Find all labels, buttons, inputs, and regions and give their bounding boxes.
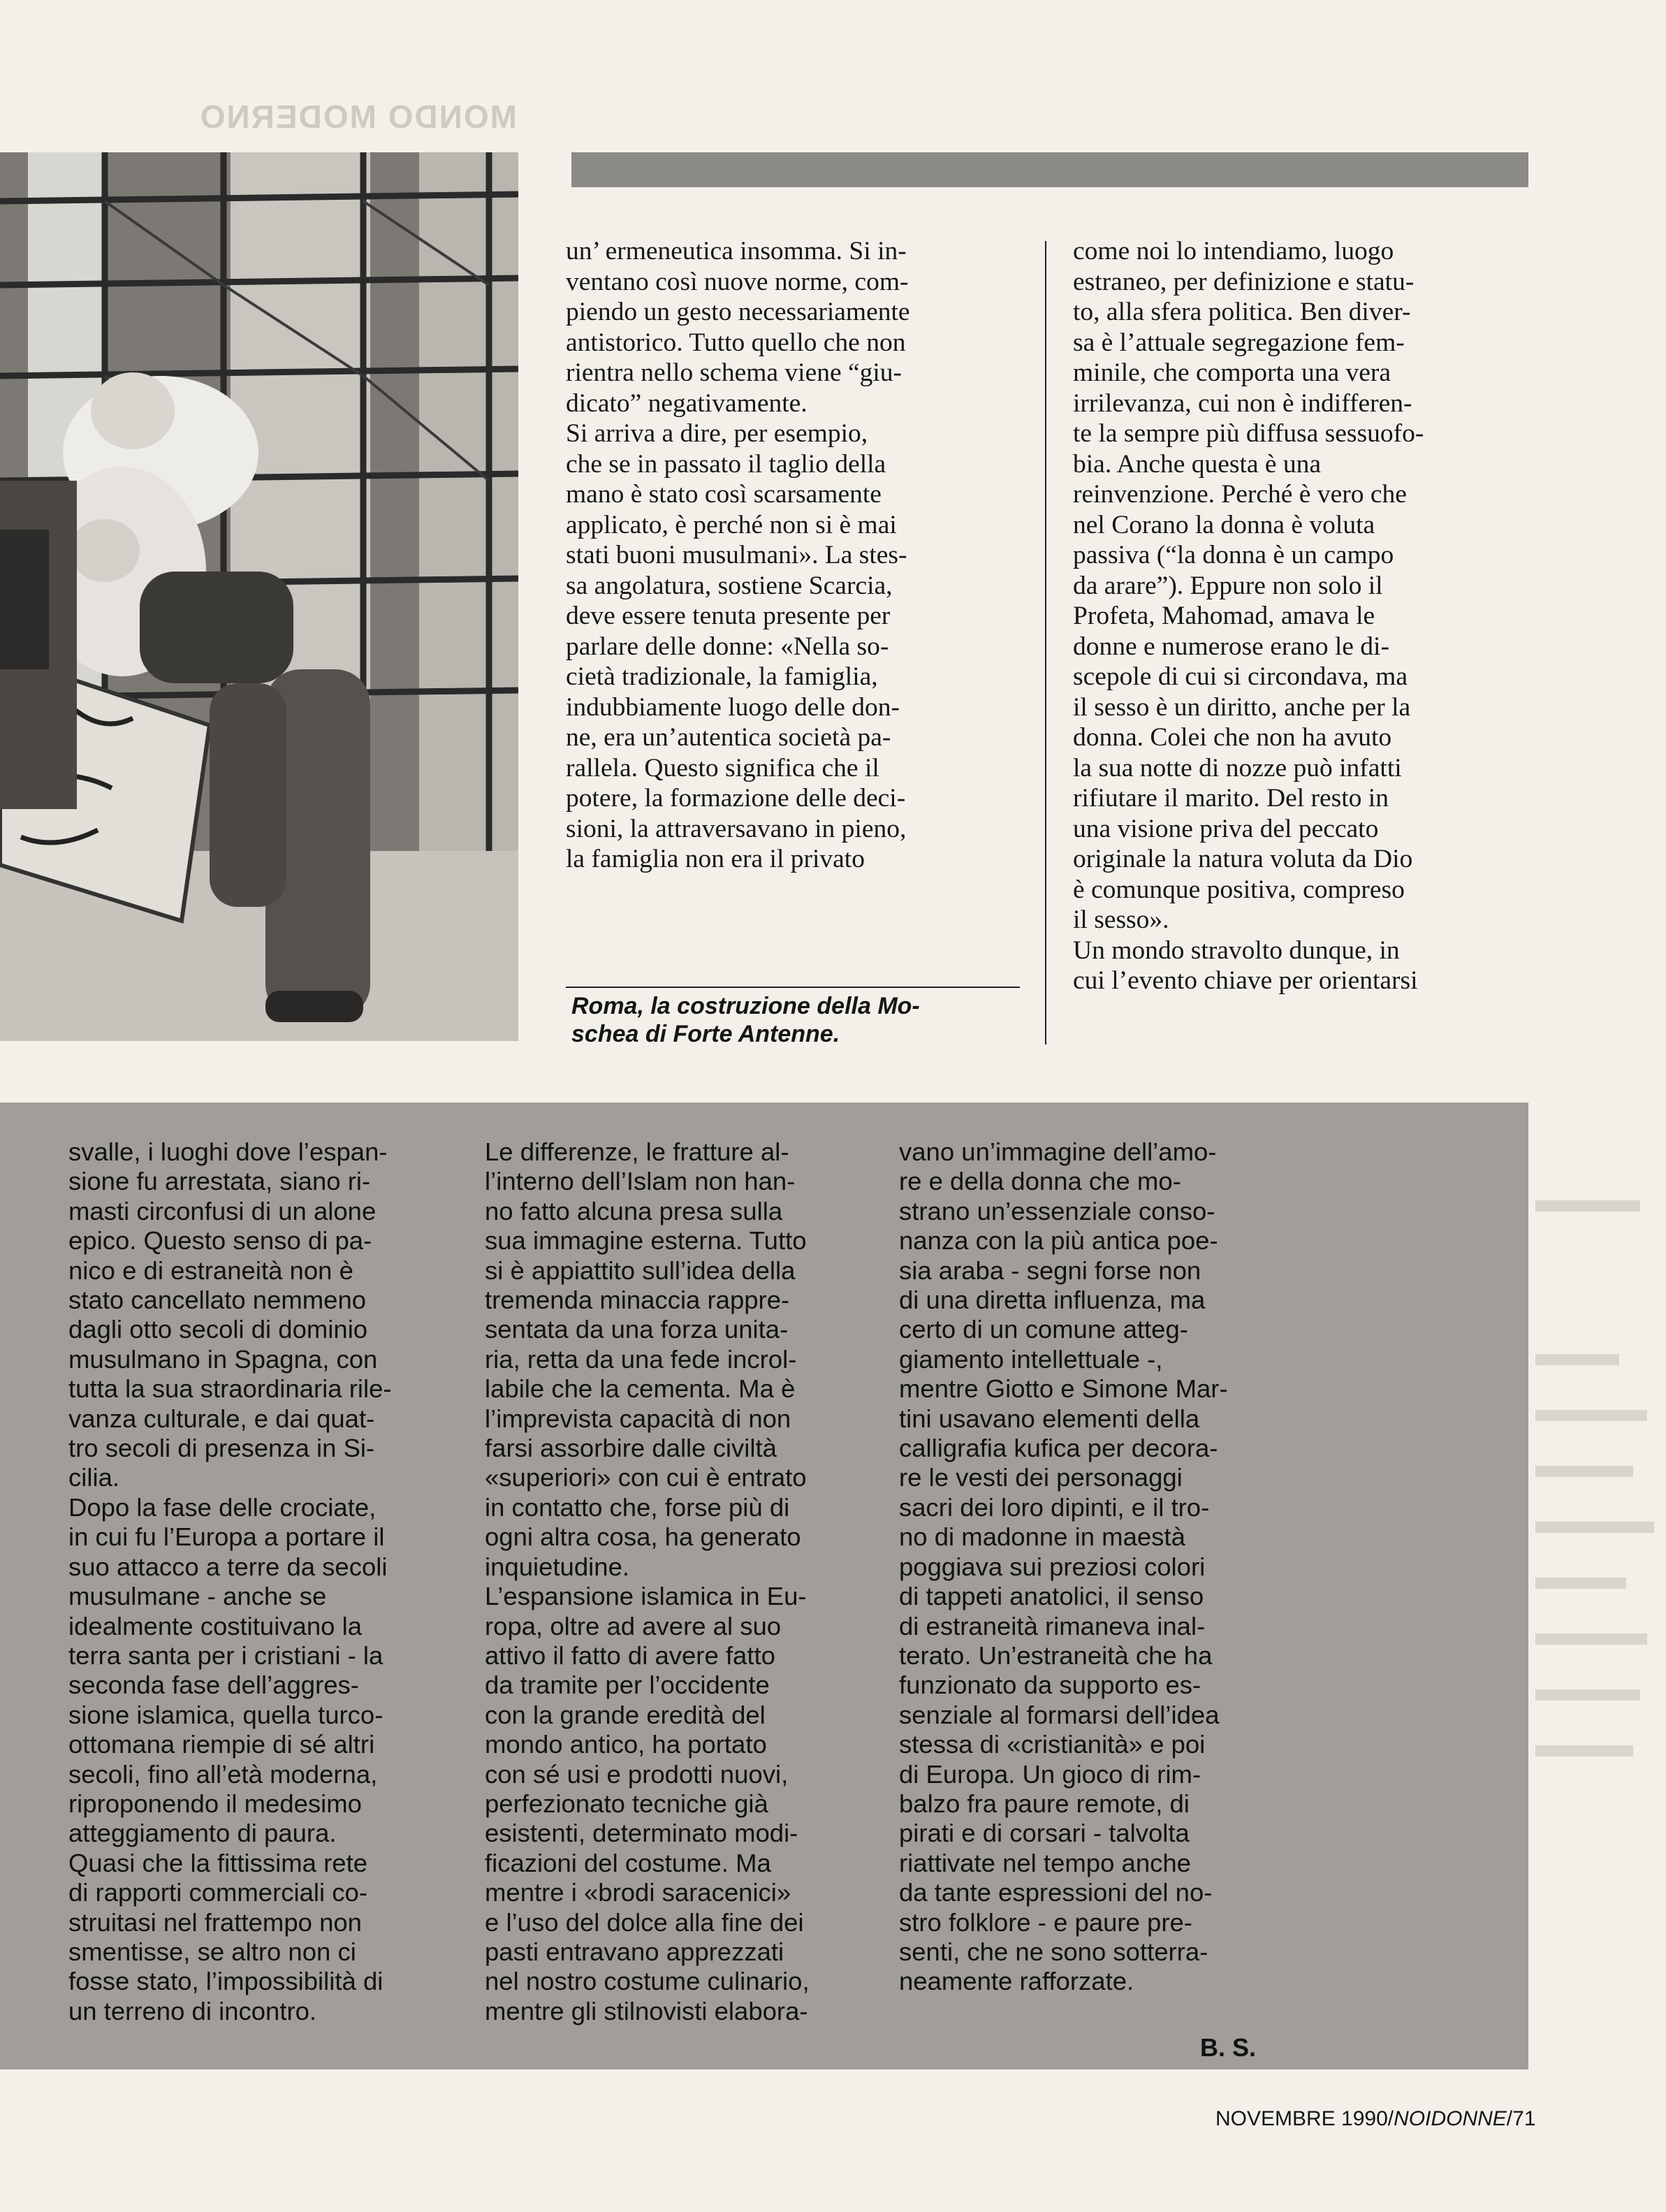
text-line: passiva (“la donna è un campo (1073, 541, 1394, 569)
text-line: te la sempre più diffusa sessuofo- (1073, 419, 1424, 448)
photo-illustration (0, 152, 518, 1041)
footer-date: NOVEMBRE 1990/ (1215, 2107, 1394, 2130)
text-line: pasti entravano apprezzati (485, 1937, 784, 1966)
text-line: come noi lo intendiamo, luogo (1073, 237, 1394, 265)
column-rule (1045, 241, 1046, 1045)
text-line: re le vesti dei personaggi (899, 1463, 1183, 1492)
text-line: cilia. (68, 1463, 120, 1492)
text-line: ficazioni del costume. Ma (485, 1848, 771, 1877)
text-line: la famiglia non era il privato (566, 845, 865, 873)
text-line: ottomana riempie di sé altri (68, 1730, 375, 1759)
text-line: minile, che comporta una vera (1073, 358, 1391, 387)
text-line: «superiori» con cui è entrato (485, 1463, 807, 1492)
text-line: in contatto che, forse più di (485, 1492, 790, 1522)
text-line: rifiutare il marito. Del resto in (1073, 784, 1389, 813)
text-line: secoli, fino all’età moderna, (68, 1759, 378, 1789)
text-line: parlare delle donne: «Nella so- (566, 632, 889, 661)
ghost-line (1535, 1354, 1619, 1365)
text-line: poggiava sui preziosi colori (899, 1552, 1206, 1581)
text-line: strano un’essenziale conso- (899, 1196, 1215, 1225)
footer-page-number: /71 (1506, 2107, 1536, 2130)
text-line: no fatto alcuna presa sulla (485, 1196, 783, 1225)
text-line: estraneo, per definizione e statu- (1073, 267, 1415, 296)
text-line: sione islamica, quella turco- (68, 1700, 383, 1729)
text-line: con la grande eredità del (485, 1700, 766, 1729)
text-line: musulmano in Spagna, con (68, 1344, 378, 1374)
ghost-line (1535, 1200, 1640, 1211)
text-line: donna. Colei che non ha avuto (1073, 723, 1392, 752)
text-line: fosse stato, l’impossibilità di (68, 1967, 383, 1996)
text-line: vanza culturale, e dai quat- (68, 1404, 375, 1433)
text-line: ventano così nuove norme, com- (566, 267, 909, 296)
text-line: senziale al formarsi dell’idea (899, 1700, 1220, 1729)
text-line: calligrafia kufica per decora- (899, 1434, 1218, 1463)
text-line: è comunque positiva, compreso (1073, 875, 1405, 904)
text-line: un’ ermeneutica insomma. Si in- (566, 237, 907, 265)
text-line: stati buoni musulmani». La stes- (566, 541, 907, 569)
text-line: di tappeti anatolici, il senso (899, 1582, 1204, 1611)
text-line: ropa, oltre ad avere al suo (485, 1611, 782, 1640)
ghost-line (1535, 1466, 1633, 1477)
text-line: senti, che ne sono sotterra- (899, 1937, 1208, 1966)
text-line: L’espansione islamica in Eu- (485, 1582, 807, 1611)
text-line: riattivate nel tempo anche (899, 1848, 1191, 1877)
text-line: mentre Giotto e Simone Mar- (899, 1374, 1228, 1404)
text-line: dicato” negativamente. (566, 388, 808, 418)
text-line: deve essere tenuta presente per (566, 602, 891, 630)
text-line: sentata da una forza unita- (485, 1315, 789, 1344)
text-line: la sua notte di nozze può infatti (1073, 753, 1402, 783)
bleed-through-strip (1528, 1103, 1666, 2069)
text-line: cietà tradizionale, la famiglia, (566, 662, 878, 691)
text-line: esistenti, determinato modi- (485, 1819, 798, 1848)
text-line: tremenda minaccia rappre- (485, 1286, 790, 1315)
text-line: labile che la cementa. Ma è (485, 1374, 796, 1404)
text-line: potere, la formazione delle deci- (566, 784, 906, 813)
text-line: masti circonfusi di un alone (68, 1196, 377, 1225)
text-line: da tante espressioni del no- (899, 1878, 1213, 1907)
text-line: tro secoli di presenza in Si- (68, 1434, 375, 1463)
text-line: si è appiattito sull’idea della (485, 1256, 796, 1285)
text-line: re e della donna che mo- (899, 1167, 1181, 1196)
text-line: sacri dei loro dipinti, e il tro- (899, 1492, 1210, 1522)
text-line: l’interno dell’Islam non han- (485, 1167, 796, 1196)
text-line: nanza con la più antica poe- (899, 1226, 1218, 1256)
text-line: sua immagine esterna. Tutto (485, 1226, 807, 1256)
text-line: irrilevanza, cui non è indifferen- (1073, 388, 1412, 418)
text-line: musulmane - anche se (68, 1582, 327, 1611)
text-line: tutta la sua straordinaria rile- (68, 1374, 392, 1404)
ghost-line (1535, 1522, 1654, 1533)
ghost-line (1535, 1689, 1640, 1701)
ghost-line (1535, 1578, 1626, 1589)
text-line: nel Corano la donna è voluta (1073, 510, 1375, 539)
text-line: reinvenzione. Perché è vero che (1073, 480, 1407, 509)
text-line: antistorico. Tutto quello che non (566, 328, 906, 357)
text-line: stessa di «cristianità» e poi (899, 1730, 1206, 1759)
text-line: il sesso è un diritto, anche per la (1073, 692, 1411, 722)
text-line: ogni altra cosa, ha generato (485, 1522, 801, 1552)
text-line: struitasi nel frattempo non (68, 1907, 362, 1937)
text-line: applicato, è perché non si è mai (566, 510, 897, 539)
text-line: rallela. Questo significa che il (566, 753, 879, 783)
ghost-line (1535, 1633, 1647, 1645)
text-line: Si arriva a dire, per esempio, (566, 419, 868, 448)
text-line: bia. Anche questa è una (1073, 449, 1322, 479)
text-line: to, alla sfera politica. Ben diver- (1073, 298, 1411, 326)
text-line: indubbiamente luogo delle don- (566, 692, 900, 722)
photo-caption (571, 992, 1018, 1048)
article-column-upper-left (566, 236, 1020, 875)
text-line: balzo fra paure remote, di (899, 1789, 1190, 1818)
text-line: no di madonne in maestà (899, 1522, 1185, 1552)
page-footer (1215, 2107, 1536, 2131)
text-line: ne, era un’autentica società pa- (566, 723, 891, 752)
text-line: vano un’immagine dell’amo- (899, 1137, 1217, 1166)
sidebar-column-right (899, 1137, 1290, 1997)
text-line: smentisse, se altro non ci (68, 1937, 356, 1966)
text-line: nico e di estraneità non è (68, 1256, 353, 1285)
sidebar-column-left (68, 1137, 460, 2026)
text-line: donne e numerose erano le di- (1073, 632, 1389, 661)
text-line: sa angolatura, sostiene Scarcia, (566, 571, 893, 600)
text-line: l’imprevista capacità di non (485, 1404, 791, 1433)
caption-line: Roma, la costruzione della Mo- (571, 993, 920, 1019)
ghost-line (1535, 1410, 1647, 1421)
text-line: Dopo la fase delle crociate, (68, 1492, 377, 1522)
text-line: da tramite per l’occidente (485, 1671, 770, 1700)
ghost-line (1535, 1745, 1633, 1756)
text-line: Profeta, Mahomad, amava le (1073, 602, 1375, 630)
text-line: inquietudine. (485, 1552, 630, 1581)
text-line: di Europa. Un gioco di rim- (899, 1759, 1201, 1789)
text-line: mondo antico, ha portato (485, 1730, 767, 1759)
text-line: che se in passato il taglio della (566, 449, 886, 479)
text-line: riproponendo il medesimo (68, 1789, 362, 1818)
text-line: neamente rafforzate. (899, 1967, 1134, 1996)
text-line: scepole di cui si circondava, ma (1073, 662, 1408, 691)
text-line: nel nostro costume culinario, (485, 1967, 810, 1996)
text-line: e l’uso del dolce alla fine dei (485, 1907, 804, 1937)
text-line: terato. Un’estraneità che ha (899, 1640, 1213, 1670)
text-line: pirati e di corsari - talvolta (899, 1819, 1190, 1848)
text-line: piendo un gesto necessariamente (566, 298, 910, 326)
text-line: di una diretta influenza, ma (899, 1286, 1206, 1315)
text-line: da arare”). Eppure non solo il (1073, 571, 1383, 600)
section-banner (571, 152, 1528, 187)
text-line: svalle, i luoghi dove l’espan- (68, 1137, 388, 1166)
text-line: atteggiamento di paura. (68, 1819, 337, 1848)
footer-magazine: NOIDONNE (1394, 2107, 1507, 2130)
text-line: Un mondo stravolto dunque, in (1073, 936, 1400, 965)
text-line: seconda fase dell’aggres- (68, 1671, 359, 1700)
text-line: il sesso». (1073, 905, 1169, 934)
text-line: Le differenze, le fratture al- (485, 1137, 789, 1166)
caption-line: schea di Forte Antenne. (571, 1021, 840, 1047)
article-column-upper-right (1073, 236, 1534, 996)
text-line: certo di un comune atteg- (899, 1315, 1188, 1344)
text-line: rientra nello schema viene “giu- (566, 358, 903, 387)
text-line: sia araba - segni forse non (899, 1256, 1201, 1285)
text-line: ria, retta da una fede incrol- (485, 1344, 797, 1374)
text-line: sa è l’attuale segregazione fem- (1073, 328, 1405, 357)
text-line: suo attacco a terre da secoli (68, 1552, 388, 1581)
text-line: dagli otto secoli di dominio (68, 1315, 368, 1344)
author-signature: B. S. (1200, 2033, 1257, 2062)
text-line: epico. Questo senso di pa- (68, 1226, 372, 1256)
text-line: mano è stato così scarsamente (566, 480, 882, 509)
bleed-through-header: MONDO MODERNO (198, 99, 517, 135)
text-line: funzionato da supporto es- (899, 1671, 1201, 1700)
text-line: Quasi che la fittissima rete (68, 1848, 368, 1877)
text-line: sione fu arrestata, siano ri- (68, 1167, 371, 1196)
text-line: perfezionato tecniche già (485, 1789, 768, 1818)
text-line: una visione priva del peccato (1073, 814, 1379, 843)
text-line: in cui fu l’Europa a portare il (68, 1522, 385, 1552)
caption-rule (566, 987, 1020, 988)
text-line: sioni, la attraversavano in pieno, (566, 814, 907, 843)
text-line: terra santa per i cristiani - la (68, 1640, 383, 1670)
text-line: di estraneità rimaneva inal- (899, 1611, 1206, 1640)
text-line: farsi assorbire dalle civiltà (485, 1434, 777, 1463)
text-line: un terreno di incontro. (68, 1996, 317, 2025)
text-line: di rapporti commerciali co- (68, 1878, 367, 1907)
text-line: stro folklore - e paure pre- (899, 1907, 1192, 1937)
text-line: giamento intellettuale -, (899, 1344, 1163, 1374)
text-line: idealmente costituivano la (68, 1611, 362, 1640)
photo-construction (0, 152, 518, 1041)
text-line: stato cancellato nemmeno (68, 1286, 367, 1315)
text-line: attivo il fatto di avere fatto (485, 1640, 775, 1670)
text-line: tini usavano elementi della (899, 1404, 1200, 1433)
text-line: originale la natura voluta da Dio (1073, 845, 1413, 873)
text-line: mentre gli stilnovisti elabora- (485, 1996, 808, 2025)
text-line: con sé usi e prodotti nuovi, (485, 1759, 789, 1789)
text-line: cui l’evento chiave per orientarsi (1073, 966, 1418, 995)
text-line: mentre i «brodi saracenici» (485, 1878, 791, 1907)
sidebar-column-middle (485, 1137, 876, 2026)
